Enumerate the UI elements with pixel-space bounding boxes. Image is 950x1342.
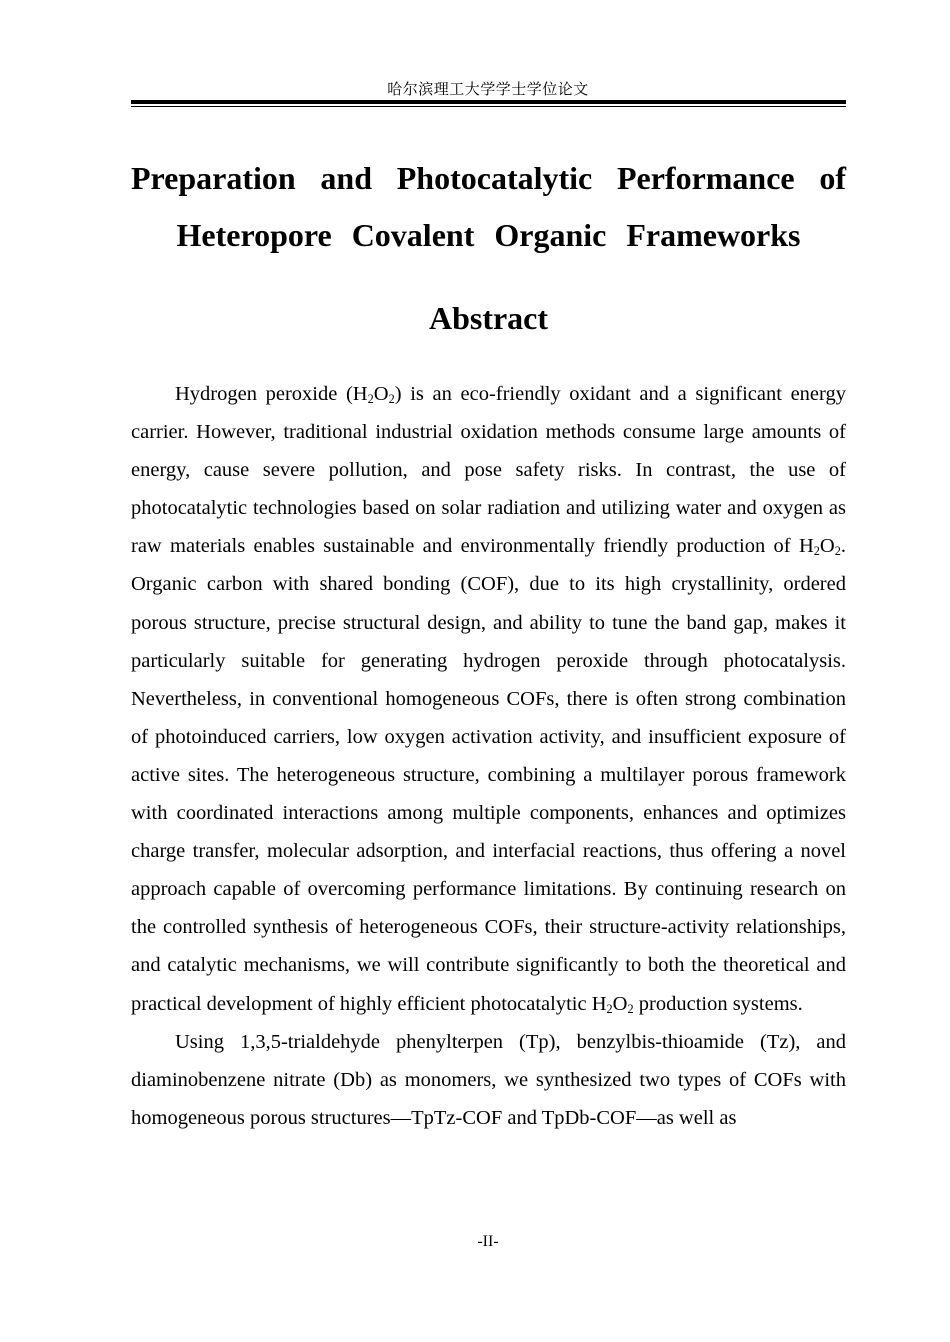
- abstract-heading: Abstract: [428, 300, 549, 336]
- abstract-body: [131, 375, 846, 1137]
- thesis-title: [131, 150, 846, 264]
- header-rule-thick: [131, 100, 846, 104]
- header-rule-thin: [131, 106, 846, 107]
- abstract-paragraph-1: Hydrogen peroxide $(H_2O_2)$ is an eco-friendly oxidant and a significant energy carrier. However, traditional industrial oxidation methods consume large amounts of energy, cause severe pollution, and pose safety risks. In contrast, the use of photocatalytic technologies based on solar radiation and utilizing water and oxygen as raw materials enables sustainable and environmentally friendly production of $H_2O_2$. Organic carbon with shared bonding (COF), due to its high crystallinity, ordered porous structure, precise structural design, and ability to tune the band gap, makes it particularly suitable for generating hydrogen peroxide through photocatalysis. Nevertheless, in conventional homogeneous COFs, there is often strong combination of photoinduced carriers, low oxygen activation activity, and insufficient exposure of active sites. The heterogeneous structure, combining a multilayer porous framework with coordinated interactions among multiple components, enhances and optimizes charge transfer, molecular adsorption, and interfacial reactions, thus offering a novel approach capable of overcoming performance limitations. By continuing research on the controlled synthesis of heterogeneous COFs, their structure-activity relationships, and catalytic mechanisms, we will contribute significantly to both the theoretical and practical development of highly efficient photocatalytic $H_2O_2$ production systems.: [131, 383, 846, 1016]
- title-line-1: Preparation and Photocatalytic Performance of: [131, 160, 846, 196]
- abstract-paragraph-2: Using 1,3,5-trialdehyde phenylterpen (Tp), benzylbis-thioamide (Tz), and diaminobenzene nitrate (Db) as monomers, we synthesized two types of COFs with homogeneous porous structures—TpTz-COF and TpDb-COF—as well as: [131, 1030, 846, 1129]
- running-header: 哈尔滨理工大学学士学位论文: [387, 80, 589, 98]
- title-line-2: Heteropore Covalent Organic Frameworks: [176, 217, 801, 253]
- page-number: -II-: [477, 1233, 499, 1250]
